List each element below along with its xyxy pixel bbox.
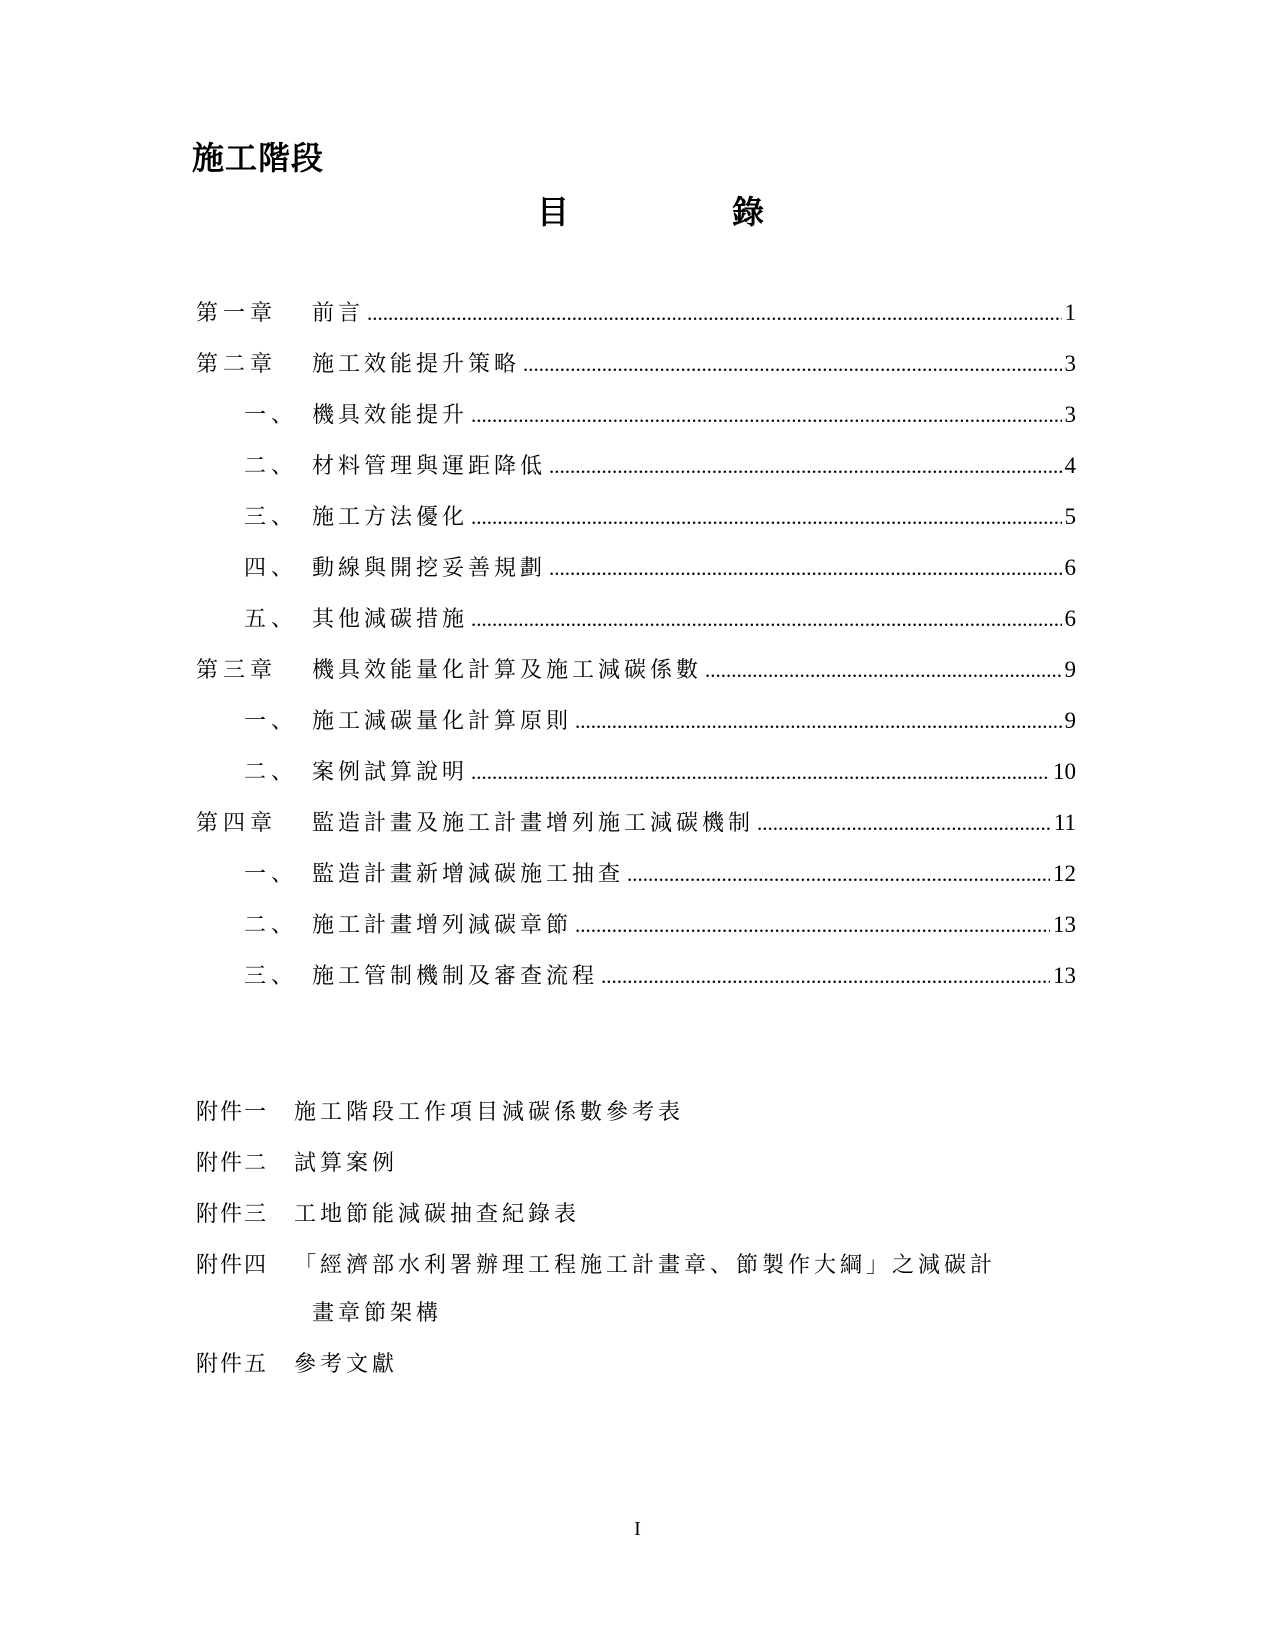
toc-entry-title: 施工減碳量化計算原則: [312, 709, 573, 734]
toc-entry-section[interactable]: [196, 502, 1076, 553]
toc-entry-section[interactable]: [196, 553, 1076, 604]
toc-dot-leader: [575, 910, 1050, 940]
appendix-label: 附件五: [196, 1352, 269, 1377]
toc-dot-leader: [627, 859, 1050, 889]
appendix-label: 附件三: [196, 1202, 269, 1227]
toc-entry-section[interactable]: [196, 757, 1076, 808]
toc-entry-page: 3: [1064, 351, 1076, 376]
toc-entry-page: 1: [1064, 300, 1076, 325]
toc-dot-leader: [705, 655, 1061, 685]
toc-entry-number: 一、: [244, 403, 299, 428]
toc-entry-title: 機具效能提升: [312, 403, 469, 428]
toc-entry-number: 五、: [244, 607, 299, 632]
toc-entry-number: 三、: [244, 964, 299, 989]
toc-entry-chapter-3[interactable]: [196, 655, 1076, 706]
toc-dot-leader: [575, 706, 1061, 736]
toc-entry-page: 12: [1053, 861, 1076, 886]
toc-entry-page: 10: [1053, 759, 1076, 784]
toc-dot-leader: [471, 604, 1061, 634]
appendix-title-continued: 畫章節架構: [312, 1301, 443, 1326]
toc-dot-leader: [471, 400, 1061, 430]
toc-entry-title: 監造計畫及施工計畫增列施工減碳機制: [312, 811, 755, 836]
toc-entry-page: 13: [1053, 963, 1076, 988]
appendix-label: 附件二: [196, 1151, 269, 1176]
toc-entry-section[interactable]: [196, 604, 1076, 655]
toc-dot-leader: [601, 961, 1050, 991]
toc-dot-leader: [549, 451, 1061, 481]
toc-entry-title: 材料管理與運距降低: [312, 454, 547, 479]
appendix-title: 參考文獻: [294, 1352, 399, 1377]
toc-entry-section[interactable]: [196, 400, 1076, 451]
appendix-title: 試算案例: [294, 1151, 399, 1176]
toc-entry-number: 二、: [244, 913, 299, 938]
appendix-title: 工地節能減碳抽查紀錄表: [294, 1202, 581, 1227]
toc-entry-title: 案例試算說明: [312, 760, 469, 785]
toc-entry-number: 一、: [244, 862, 299, 887]
stage-title: 施工階段: [192, 139, 325, 177]
appendix-item[interactable]: [196, 1200, 1076, 1230]
appendix-label: 附件四: [196, 1253, 269, 1278]
appendix-item[interactable]: [196, 1149, 1076, 1179]
toc-entry-number: 一、: [244, 709, 299, 734]
page-number: I: [634, 1518, 641, 1540]
toc-entry-title: 監造計畫新增減碳施工抽查: [312, 862, 625, 887]
toc-entry-title: 施工計畫增列減碳章節: [312, 913, 573, 938]
toc-entry-page: 9: [1064, 657, 1076, 682]
toc-entry-page: 4: [1064, 453, 1076, 478]
toc-entry-page: 9: [1064, 708, 1076, 733]
appendix-label: 附件一: [196, 1100, 269, 1125]
toc-entry-section[interactable]: [196, 961, 1076, 1012]
toc-dot-leader: [549, 553, 1061, 583]
toc-entry-title: 施工管制機制及審查流程: [312, 964, 599, 989]
toc-entry-number: 第三章: [196, 658, 278, 683]
toc-entry-section[interactable]: [196, 451, 1076, 502]
toc-entry-number: 第一章: [196, 301, 278, 326]
toc-entry-chapter-2[interactable]: [196, 349, 1076, 400]
toc-entry-page: 6: [1064, 555, 1076, 580]
table-of-contents: [196, 298, 1076, 1012]
toc-entry-page: 3: [1064, 402, 1076, 427]
toc-dot-leader: [523, 349, 1061, 379]
toc-entry-number: 三、: [244, 505, 299, 530]
toc-entry-section[interactable]: [196, 910, 1076, 961]
toc-entry-number: 第四章: [196, 811, 278, 836]
appendix-title: 施工階段工作項目減碳係數參考表: [294, 1100, 685, 1125]
toc-entry-title: 施工效能提升策略: [312, 352, 521, 377]
appendix-item[interactable]: [196, 1251, 1076, 1329]
toc-entry-number: 二、: [244, 454, 299, 479]
toc-entry-number: 二、: [244, 760, 299, 785]
toc-entry-page: 5: [1064, 504, 1076, 529]
toc-entry-chapter-1[interactable]: [196, 298, 1076, 349]
toc-entry-page: 13: [1053, 912, 1076, 937]
toc-entry-title: 動線與開挖妥善規劃: [312, 556, 547, 581]
toc-dot-leader: [471, 757, 1050, 787]
toc-entry-title: 前言: [312, 301, 365, 326]
toc-title-right: 錄: [732, 193, 765, 231]
toc-entry-chapter-4[interactable]: [196, 808, 1076, 859]
toc-dot-leader: [757, 808, 1051, 838]
appendix-title: 「經濟部水利署辦理工程施工計畫章、節製作大綱」之減碳計 畫章節架構: [294, 1251, 1076, 1329]
toc-entry-page: 6: [1064, 606, 1076, 631]
toc-dot-leader: [471, 502, 1061, 532]
toc-entry-title: 機具效能量化計算及施工減碳係數: [312, 658, 703, 683]
toc-entry-title: 施工方法優化: [312, 505, 469, 530]
toc-title-left: 目: [537, 193, 570, 231]
toc-entry-section[interactable]: [196, 859, 1076, 910]
toc-entry-section[interactable]: [196, 706, 1076, 757]
toc-entry-page: 11: [1053, 810, 1076, 835]
toc-entry-title: 其他減碳措施: [312, 607, 469, 632]
appendix-item[interactable]: [196, 1350, 1076, 1380]
toc-entry-number: 四、: [244, 556, 299, 581]
toc-dot-leader: [367, 298, 1061, 328]
appendix-list: [196, 1098, 1076, 1401]
toc-entry-number: 第二章: [196, 352, 278, 377]
appendix-item[interactable]: [196, 1098, 1076, 1128]
